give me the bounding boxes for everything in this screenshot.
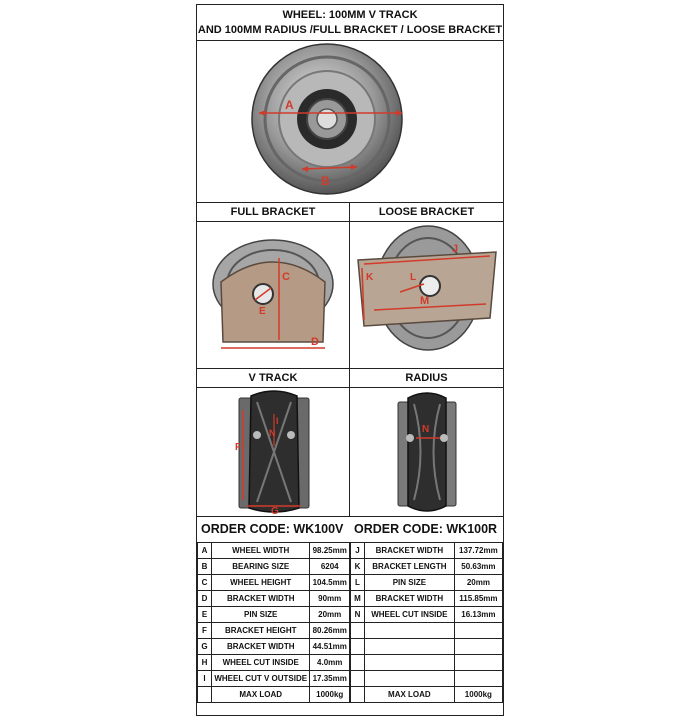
left-cell-value: 90mm	[310, 591, 350, 607]
right-cell-value: 1000kg	[454, 687, 502, 703]
full-bracket-photo	[197, 222, 349, 368]
left-cell-name: BRACKET WIDTH	[212, 591, 310, 607]
left-cell-value: 6204	[310, 559, 350, 575]
left-cell-value: 17.35mm	[310, 671, 350, 687]
left-cell-name: WHEEL HEIGHT	[212, 575, 310, 591]
dim-label-d: D	[311, 336, 319, 348]
left-table-row	[198, 639, 350, 655]
right-cell-name	[365, 639, 455, 655]
right-table-row	[351, 687, 503, 703]
left-cell-value: 80.26mm	[310, 623, 350, 639]
left-table-row	[198, 671, 350, 687]
left-cell-value: 98.25mm	[310, 543, 350, 559]
left-table-row	[198, 655, 350, 671]
dim-label-n-radius: N	[422, 424, 430, 435]
left-cell-name: PIN SIZE	[212, 607, 310, 623]
right-table-row	[351, 559, 503, 575]
sheet-title	[197, 5, 503, 41]
right-cell-value	[454, 655, 502, 671]
left-table-row	[198, 687, 350, 703]
title-line-1: WHEEL: 100MM V TRACK	[282, 9, 418, 21]
wheel-photo	[197, 41, 503, 202]
loose-bracket-header: LOOSE BRACKET	[350, 203, 503, 222]
full-bracket-panel	[197, 203, 350, 369]
left-cell-value: 104.5mm	[310, 575, 350, 591]
right-cell-letter	[351, 639, 365, 655]
right-cell-value: 16.13mm	[454, 607, 502, 623]
right-table-row	[351, 591, 503, 607]
right-cell-letter	[351, 623, 365, 639]
left-cell-name: BRACKET HEIGHT	[212, 623, 310, 639]
right-cell-value	[454, 671, 502, 687]
left-cell-letter: D	[198, 591, 212, 607]
left-table-row	[198, 543, 350, 559]
right-cell-name: BRACKET WIDTH	[365, 543, 455, 559]
right-cell-name	[365, 671, 455, 687]
right-cell-value	[454, 639, 502, 655]
radius-header: RADIUS	[350, 369, 503, 388]
right-table-row	[351, 543, 503, 559]
left-cell-name: MAX LOAD	[212, 687, 310, 703]
left-table-row	[198, 607, 350, 623]
right-cell-value: 20mm	[454, 575, 502, 591]
right-table-row	[351, 607, 503, 623]
right-table-row	[351, 639, 503, 655]
v-track-header: V TRACK	[197, 369, 349, 388]
dim-label-c: C	[282, 271, 290, 283]
left-cell-letter: C	[198, 575, 212, 591]
left-cell-value: 4.0mm	[310, 655, 350, 671]
left-cell-name: WHEEL WIDTH	[212, 543, 310, 559]
left-cell-letter: H	[198, 655, 212, 671]
spec-table-left	[197, 542, 350, 703]
right-cell-value: 50.63mm	[454, 559, 502, 575]
left-cell-value: 44.51mm	[310, 639, 350, 655]
spec-table-right	[350, 542, 503, 703]
dim-label-a: A	[285, 98, 294, 112]
right-cell-letter: N	[351, 607, 365, 623]
right-cell-name	[365, 623, 455, 639]
right-cell-value: 137.72mm	[454, 543, 502, 559]
dim-label-b: B	[321, 174, 330, 188]
right-table-row	[351, 575, 503, 591]
dim-label-e: E	[259, 306, 266, 317]
radius-panel	[350, 369, 503, 517]
dim-label-l: L	[410, 272, 417, 283]
right-cell-letter: K	[351, 559, 365, 575]
right-cell-letter: J	[351, 543, 365, 559]
full-bracket-header: FULL BRACKET	[197, 203, 349, 222]
left-cell-name: BEARING SIZE	[212, 559, 310, 575]
dim-label-g: G	[271, 506, 279, 516]
radius-photo	[350, 388, 503, 516]
right-cell-name: BRACKET LENGTH	[365, 559, 455, 575]
left-cell-letter: G	[198, 639, 212, 655]
right-cell-name: WHEEL CUT INSIDE	[365, 607, 455, 623]
left-table-row	[198, 623, 350, 639]
left-table-row	[198, 591, 350, 607]
right-table-row	[351, 671, 503, 687]
order-code-right: ORDER CODE: WK100R	[354, 522, 498, 536]
left-cell-letter: I	[198, 671, 212, 687]
dim-label-m: M	[420, 295, 430, 307]
dim-label-f: F	[235, 442, 242, 453]
order-code-left: ORDER CODE: WK100V	[201, 522, 344, 536]
right-cell-letter: M	[351, 591, 365, 607]
left-cell-letter: E	[198, 607, 212, 623]
left-cell-value: 20mm	[310, 607, 350, 623]
left-cell-name: BRACKET WIDTH	[212, 639, 310, 655]
right-table-row	[351, 655, 503, 671]
dim-label-n-vtrack: N	[269, 428, 276, 438]
loose-bracket-panel	[350, 203, 503, 369]
left-cell-letter: F	[198, 623, 212, 639]
dim-label-k: K	[366, 272, 374, 283]
left-cell-name: WHEEL CUT INSIDE	[212, 655, 310, 671]
dim-label-i: I	[276, 416, 279, 426]
v-track-photo	[197, 388, 349, 516]
left-table-row	[198, 575, 350, 591]
right-cell-letter: L	[351, 575, 365, 591]
left-cell-value: 1000kg	[310, 687, 350, 703]
v-track-panel	[197, 369, 350, 517]
right-cell-name	[365, 655, 455, 671]
left-cell-letter: A	[198, 543, 212, 559]
wheel-panel	[197, 41, 503, 203]
right-cell-value	[454, 623, 502, 639]
dim-label-j: J	[452, 243, 459, 255]
right-cell-name: PIN SIZE	[365, 575, 455, 591]
left-cell-name: WHEEL CUT V OUTSIDE	[212, 671, 310, 687]
right-cell-letter	[351, 671, 365, 687]
right-cell-letter	[351, 655, 365, 671]
title-line-2: AND 100MM RADIUS /FULL BRACKET / LOOSE BRACKET	[197, 24, 503, 36]
left-cell-letter	[198, 687, 212, 703]
right-cell-name: BRACKET WIDTH	[365, 591, 455, 607]
left-table-row	[198, 559, 350, 575]
right-cell-name: MAX LOAD	[365, 687, 455, 703]
loose-bracket-photo	[350, 222, 503, 368]
right-cell-letter	[351, 687, 365, 703]
spec-sheet	[196, 4, 504, 716]
right-cell-value: 115.85mm	[454, 591, 502, 607]
left-cell-letter: B	[198, 559, 212, 575]
right-table-row	[351, 623, 503, 639]
